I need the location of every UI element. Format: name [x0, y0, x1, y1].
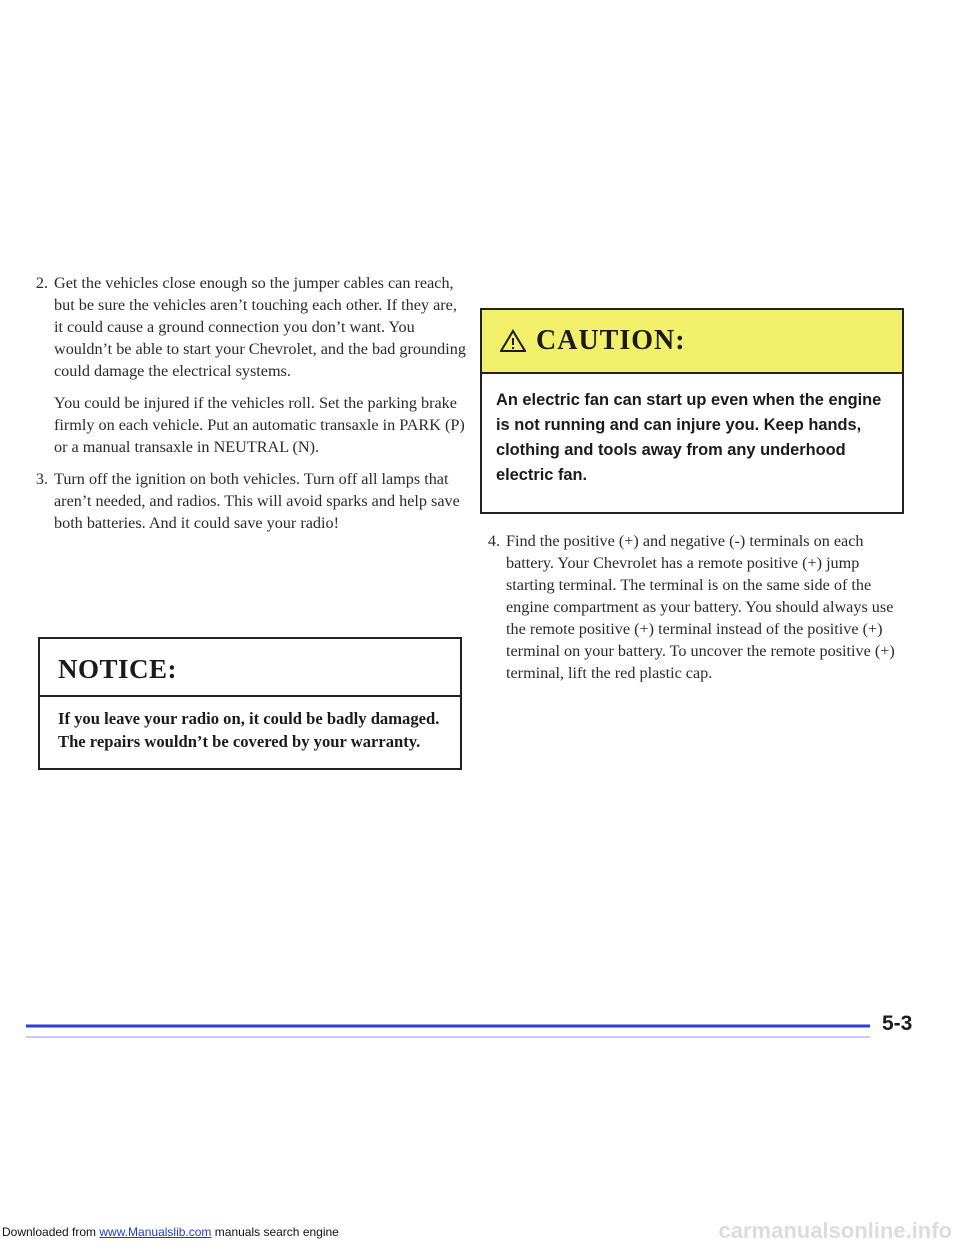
step-3	[26, 468, 466, 534]
step-text: Turn off the ignition on both vehicles. Turn off all lamps that aren’t needed, and radios. This will avoid sparks and help save both batteries. And it could save your radio!	[54, 470, 460, 532]
step-2-extra-paragraph: You could be injured if the vehicles roll. Set the parking brake firmly on each vehicle. Put an automatic transaxle in PARK (P) or a manual transaxle in NEUTRAL (N).	[54, 394, 465, 456]
caution-title: CAUTION:	[536, 325, 686, 356]
left-column	[26, 272, 466, 544]
right-column	[478, 530, 898, 694]
notice-body: If you leave your radio on, it could be badly damaged. The repairs wouldn’t be covered by your warranty.	[58, 709, 440, 751]
notice-title: NOTICE:	[40, 639, 460, 697]
step-text: Get the vehicles close enough so the jumper cables can reach, but be sure the vehicles aren’t touching each other. If they are, it could cause a ground connection you don’t want. You wouldn’t be able to start your Chevrolet, and the bad grounding could damage the electrical systems.	[54, 274, 466, 380]
step-text: Find the positive (+) and negative (-) terminals on each battery. Your Chevrolet has a remote positive (+) jump starting terminal. The terminal is on the same side of the engine compartment as your battery. You should always use the remote positive (+) terminal instead of the positive (+) terminal on your battery. To uncover the remote positive (+) terminal, lift the red plastic cap.	[506, 532, 895, 682]
warning-triangle-icon	[500, 329, 526, 353]
step-number: 2.	[35, 274, 48, 292]
watermark: carmanualsonline.info	[718, 1218, 952, 1243]
manualslib-link[interactable]: www.Manualslib.com	[99, 1225, 212, 1239]
footer-suffix: manuals search engine	[211, 1225, 339, 1239]
footer-prefix: Downloaded from	[2, 1225, 100, 1239]
step-number: 4.	[487, 532, 500, 550]
caution-body: An electric fan can start up even when the engine is not running and can injure you. Keep hands, clothing and tools away from any underhood electric fan.	[496, 391, 882, 484]
notice-box	[38, 637, 462, 770]
page-number: 5-3	[882, 1012, 913, 1035]
step-4	[478, 530, 898, 684]
bottom-rule	[0, 1018, 960, 1058]
footer-source	[2, 1225, 339, 1239]
caution-box	[480, 308, 904, 514]
footer	[0, 1220, 960, 1242]
step-number: 3.	[35, 470, 48, 488]
step-2	[26, 272, 466, 382]
caution-header	[482, 310, 902, 374]
